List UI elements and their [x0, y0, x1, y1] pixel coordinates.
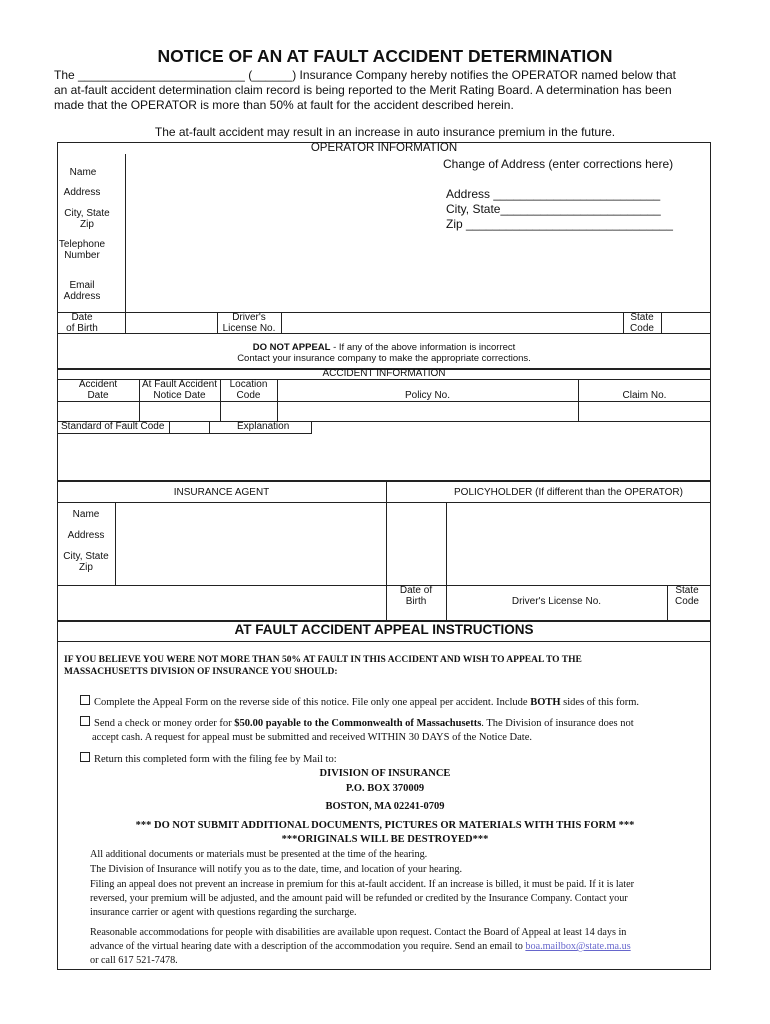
appeal-step-3 [80, 752, 337, 765]
mail-address-1: DIVISION OF INSURANCE [319, 768, 451, 779]
operator-dob-label: Date of Birth [66, 312, 98, 334]
policyholder-dob-label: Date of Birth [399, 585, 433, 607]
claim-no-label: Claim No. [622, 390, 667, 401]
operator-section [57, 142, 711, 370]
step-1-checkbox[interactable] [80, 695, 90, 705]
do-not-appeal-notice [57, 342, 711, 353]
step-2-bold: $50.00 payable to the Commonwealth of Massachusetts [234, 718, 482, 729]
paragraph-4a: Reasonable accommodations for people with disabilities are available upon request. Contact the Board of Appeal at least 14 days in [90, 927, 627, 938]
notice-date-label: At Fault Accident Notice Date [141, 379, 218, 401]
paragraph-1: All additional documents or materials must be presented at the time of the hearing. [90, 849, 428, 860]
operator-address-label: Address [63, 187, 101, 198]
change-address-line: Address _________________________ [446, 187, 661, 201]
step-3-text: Return this completed form with the filing fee by Mail to: [94, 754, 337, 765]
step-2-text-a: Send a check or money order for [94, 718, 235, 729]
explanation-label: Explanation [237, 421, 290, 432]
accident-header: ACCIDENT INFORMATION [322, 368, 446, 379]
paragraph-4c: or call 617 521-7478. [90, 955, 178, 966]
appeal-intro-1: IF YOU BELIEVE YOU WERE NOT MORE THAN 50% AT FAULT IN THIS ACCIDENT AND WISH TO APPEAL TO THE [64, 655, 582, 665]
operator-telephone-label: Telephone Number [58, 239, 106, 261]
operator-header: OPERATOR INFORMATION [310, 142, 458, 154]
operator-name-label: Name [69, 167, 97, 178]
paragraph-3c: insurance carrier or agent with questions regarding the surcharge. [90, 907, 357, 918]
mail-address-3: BOSTON, MA 02241-0709 [325, 801, 445, 812]
board-of-appeal-email-link[interactable]: boa.mailbox@state.ma.us [525, 941, 631, 952]
premium-note: The at-fault accident may result in an increase in auto insurance premium in the future. [154, 125, 616, 139]
operator-state-code-label: State Code [630, 312, 654, 334]
paragraph-2: The Division of Insurance will notify you as to the date, time, and location of your hearing. [90, 864, 463, 875]
agent-header: INSURANCE AGENT [173, 487, 270, 498]
policyholder-header: POLICYHOLDER (If different than the OPERATOR) [454, 487, 683, 498]
location-code-label: Location Code [229, 379, 268, 401]
intro-line-3: made that the OPERATOR is more than 50% at fault for the accident described herein. [54, 98, 514, 112]
appeal-step-2 [80, 716, 634, 729]
intro-line-1: The _________________________ (______) Insurance Company hereby notifies the OPERATOR named below that [54, 68, 676, 82]
step-2-checkbox[interactable] [80, 716, 90, 726]
operator-email-label: Email Address [63, 280, 101, 302]
warning-line-1: *** DO NOT SUBMIT ADDITIONAL DOCUMENTS, PICTURES OR MATERIALS WITH THIS FORM *** [135, 820, 635, 831]
step-1-text-b: sides of this form. [560, 697, 639, 708]
intro-line-2: an at-fault accident determination claim record is being reported to the Merit Rating Board. A determination has been [54, 83, 672, 97]
agent-name-label: Name [72, 509, 100, 520]
warning-line-2: ***ORIGINALS WILL BE DESTROYED*** [281, 834, 489, 845]
change-of-address-header: Change of Address (enter corrections here) [443, 157, 674, 171]
agent-address-label: Address [67, 530, 105, 541]
paragraph-4b [90, 941, 631, 952]
page-title: NOTICE OF AN AT FAULT ACCIDENT DETERMINATION [157, 46, 613, 66]
do-not-appeal-bold: DO NOT APPEAL [252, 342, 331, 353]
change-city-line: City, State________________________ [446, 202, 661, 216]
policyholder-state-code-label: State Code [675, 585, 699, 607]
appeal-step-2-line-2: accept cash. A request for appeal must be submitted and received WITHIN 30 DAYS of the Notice Date. [92, 732, 532, 743]
operator-license-label: Driver's License No. [222, 312, 276, 334]
operator-city-label: City, State Zip [64, 208, 110, 230]
change-zip-line: Zip _______________________________ [446, 217, 673, 231]
accident-date-label: Accident Date [78, 379, 118, 401]
mail-address-2: P.O. BOX 370009 [345, 783, 425, 794]
do-not-appeal-line-2: Contact your insurance company to make the appropriate corrections. [237, 353, 531, 364]
step-3-checkbox[interactable] [80, 752, 90, 762]
appeal-intro-2: MASSACHUSETTS DIVISION OF INSURANCE YOU SHOULD: [64, 667, 338, 677]
do-not-appeal-text: - If any of the above information is incorrect [330, 342, 516, 353]
agent-city-label: City, State Zip [63, 551, 109, 573]
policy-no-label: Policy No. [404, 390, 450, 401]
appeal-step-1 [80, 695, 639, 708]
step-1-text-a: Complete the Appeal Form on the reverse side of this notice. File only one appeal per accident. Include [94, 697, 531, 708]
standard-code-label: Standard of Fault Code [61, 421, 165, 432]
step-2-text-b: . The Division of insurance does not [481, 718, 634, 729]
paragraph-3b: reversed, your premium will be adjusted, and the amount paid will be refunded or credited by the Insurance Company. Contact your [90, 893, 628, 904]
paragraph-3a: Filing an appeal does not prevent an increase in premium for this at-fault accident. If an increase is billed, it must be paid. If it is later [90, 879, 635, 890]
policyholder-license-label: Driver's License No. [511, 596, 602, 607]
step-1-bold: BOTH [530, 697, 561, 708]
paragraph-4b-text: advance of the virtual hearing date with a description of the accommodation you require. Send an email to [90, 941, 526, 952]
appeal-title: AT FAULT ACCIDENT APPEAL INSTRUCTIONS [234, 622, 534, 637]
